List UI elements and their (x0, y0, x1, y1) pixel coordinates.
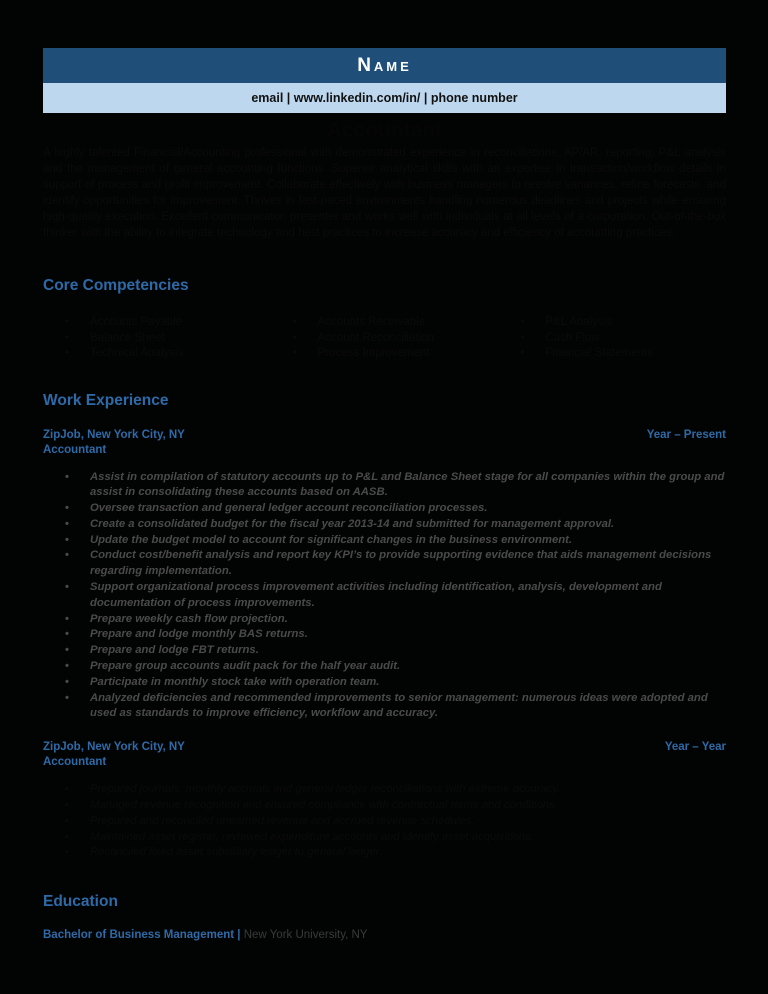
competencies-column (498, 315, 726, 362)
competencies-column (271, 315, 499, 362)
job-bullet: • Prepare group accounts audit pack for the half year audit. (43, 659, 726, 675)
job-dates: Year – Year (664, 741, 726, 754)
job-company: ZipJob, New York City, NY (43, 428, 185, 441)
education-heading: Education (43, 893, 118, 911)
school: New York University, NY (243, 929, 368, 942)
competencies-grid (43, 315, 726, 362)
job-entry (43, 740, 726, 861)
name-banner (43, 48, 726, 83)
job-bullet: • Support organizational process improvement activities including identification, analysis, development and documentation of process improvements. (43, 580, 726, 612)
competencies-heading: Core Competencies (43, 277, 189, 294)
job-bullet: • Prepare and lodge FBT returns. (43, 643, 726, 659)
degree: Bachelor of Business Management (43, 929, 235, 942)
competencies-column (43, 315, 271, 362)
competency-item: • Cash Flow (498, 331, 726, 347)
resume-page (43, 48, 726, 941)
job-bullet: • Prepared journals, monthly accruals and general ledger reconciliations with extreme accuracy. (43, 782, 726, 798)
competency-item: • P&L Analysis (498, 315, 726, 331)
job-dates: Year – Present (646, 428, 726, 441)
job-bullet: • Update the budget model to account for significant changes in the business environment. (43, 533, 726, 549)
job-entry (43, 428, 726, 723)
competency-item: • Process Improvement (271, 346, 499, 362)
job-header (43, 428, 726, 443)
job-company: ZipJob, New York City, NY (43, 741, 185, 754)
job-bullet: • Oversee transaction and general ledger account reconciliation processes. (43, 501, 726, 517)
contact-info: email | www.linkedin.com/in/ | phone number (251, 91, 518, 105)
education-entry (43, 929, 726, 941)
job-header (43, 740, 726, 755)
job-bullet: • Participate in monthly stock take with operation team. (43, 675, 726, 691)
competency-item: • Technical Analysis (43, 346, 271, 362)
job-bullet: • Prepared and reconciled unearned revenue and accrued revenue schedules. (43, 814, 726, 830)
job-role: Accountant (43, 443, 107, 456)
competency-item: • Financial Statements (498, 346, 726, 362)
job-bullet: • Conduct cost/benefit analysis and report key KPI’s to provide supporting evidence that aids management decisions regarding implementation. (43, 548, 726, 580)
competency-item: • Account Reconciliation (271, 331, 499, 347)
job-title: Accountant (326, 119, 443, 142)
competency-item: • Balance Sheet (43, 331, 271, 347)
separator: | (237, 929, 241, 942)
summary-paragraph: A highly talented Financial/Accounting professional with demonstrated experience in reconciliations, AP/AR, reporting, P&L analysis and the management of general accounting functions. Superior analytical skills with an expertise in transaction/workflow details in support of process and profit improvement. Collaborate effectively with business managers to resolve variances, refine forecasts, and identify opportunities for improvement. Thrives in fast-paced environments handling numerous deadlines and projects while ensuring high-quality execution. Excellent communicator, presenter and works well with individuals at all levels of a corporation. Out-of-the-box thinker with the ability to integrate technology and best practices to increase accuracy and efficiency of accounting practices. (43, 147, 726, 239)
job-role: Accountant (43, 756, 107, 769)
job-bullet: • Prepare weekly cash flow projection. (43, 612, 726, 628)
competency-item: • Accounts Receivable (271, 315, 499, 331)
job-bullet: • Managed revenue recognition and ensured compliance with contractual terms and conditions. (43, 798, 726, 814)
job-bullet: • Prepare and lodge monthly BAS returns. (43, 627, 726, 643)
contact-banner (43, 83, 726, 113)
candidate-name: Name (357, 54, 412, 76)
job-bullet: • Maintained asset register, reviewed expenditure accounts and identify asset acquisitions. (43, 830, 726, 846)
job-bullets (43, 782, 726, 861)
job-bullet: • Create a consolidated budget for the fiscal year 2013-14 and submitted for management approval. (43, 517, 726, 533)
competency-item: • Accounts Payable (43, 315, 271, 331)
job-bullet: • Reconciled fixed asset subsidiary ledger to general ledger. (43, 845, 726, 861)
job-bullet: • Assist in compilation of statutory accounts up to P&L and Balance Sheet stage for all companies within the group and assist in consolidating these accounts based on AASB. (43, 470, 726, 502)
job-bullet: • Analyzed deficiencies and recommended improvements to senior management: numerous ideas were adopted and used as standards to improve efficiency, workflow and accuracy. (43, 691, 726, 723)
job-bullets (43, 470, 726, 723)
experience-heading: Work Experience (43, 391, 169, 409)
